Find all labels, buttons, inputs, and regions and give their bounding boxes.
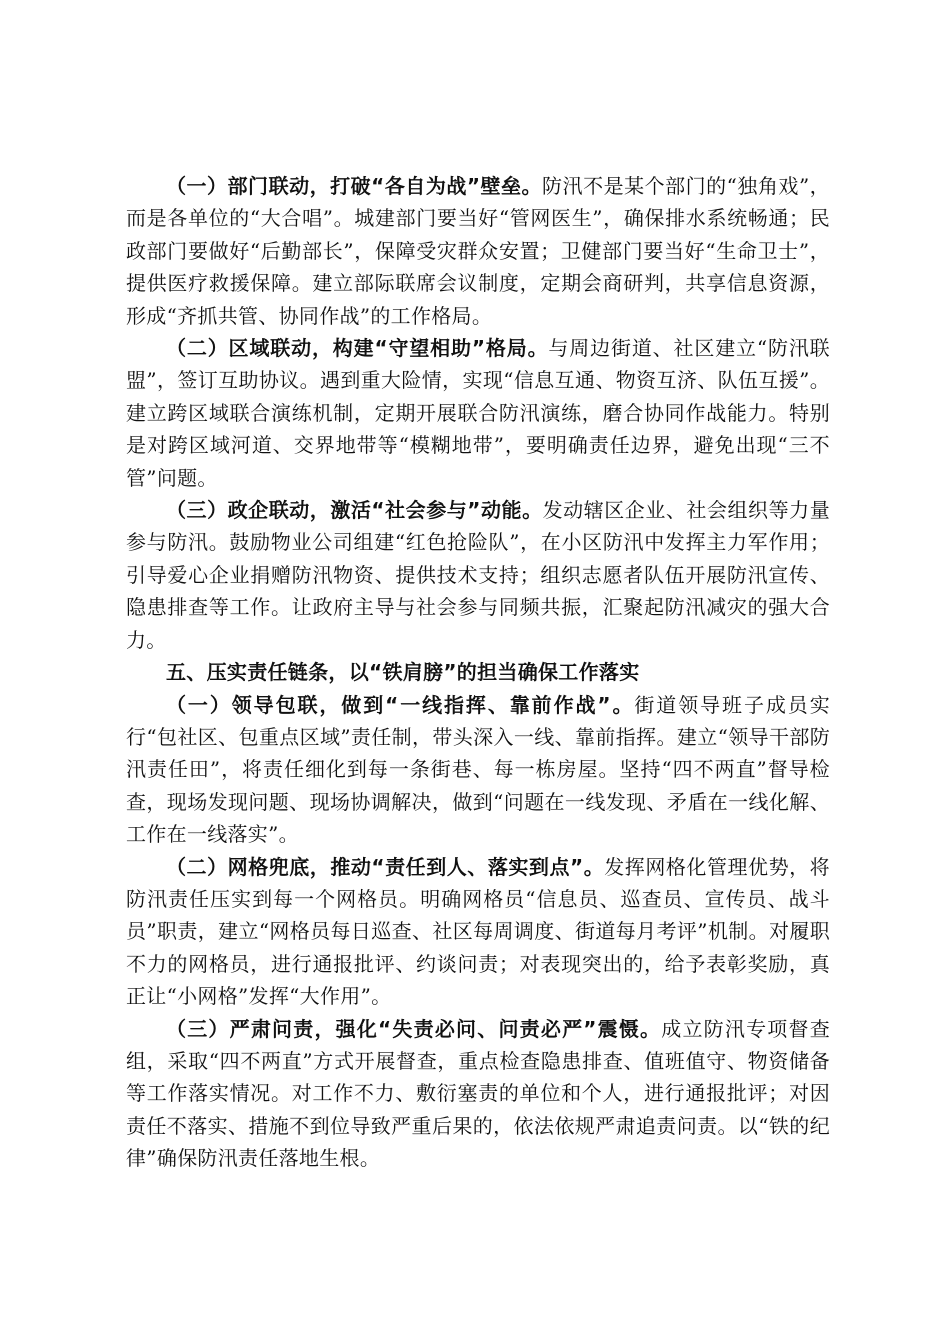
paragraph-body: 发挥网格化管理优势，将防汛责任压实到每一个网格员。明确网格员“信息员、巡查员、宣传员、战斗员”职责，建立“网格员每日巡查、社区每周调度、街道每月考评”机制。对履职不力的网格员，进行通报批评、约谈问责；对表现突出的，给予表彰奖励，真正让“小网格”发挥“大作用”。: [126, 854, 830, 1009]
paragraph-lead: （三）严肃问责，强化“失责必问、问责必严”震慑。: [166, 1016, 662, 1041]
paragraph-government-enterprise-linkage: [126, 494, 830, 656]
paragraph-body: 与周边街道、社区建立“防汛联盟”，签订互助协议。遇到重大险情，实现“信息互通、物资互济、队伍互援”。建立跨区域联合演练机制，定期开展联合防汛演练，磨合协同作战能力。特别是对跨区域河道、交界地带等“模糊地带”，要明确责任边界，避免出现“三不管”问题。: [126, 336, 830, 490]
paragraph-body: 街道领导班子成员实行“包社区、包重点区域”责任制，带头深入一线、靠前指挥。建立“领导干部防汛责任田”，将责任细化到每一条街巷、每一栋房屋。坚持“四不两直”督导检查，现场发现问题、现场协调解决，做到“问题在一线发现、矛盾在一线化解、工作在一线落实”。: [126, 692, 830, 847]
section-heading: 五、压实责任链条，以“铁肩膀”的担当确保工作落实: [166, 660, 640, 685]
paragraph-lead: （一）领导包联，做到“一线指挥、靠前作战”。: [166, 692, 635, 717]
document-page: [126, 170, 830, 1175]
paragraph-accountability: [126, 1013, 830, 1175]
paragraph-body: 成立防汛专项督查组，采取“四不两直”方式开展督查，重点检查隐患排查、值班值守、物资储备等工作落实情况。对工作不力、敷衍塞责的单位和个人，进行通报批评；对因责任不落实、措施不到位导致严重后果的，依法依规严肃追责问责。以“铁的纪律”确保防汛责任落地生根。: [126, 1016, 830, 1171]
paragraph-body: 防汛不是某个部门的“独角戏”，而是各单位的“大合唱”。城建部门要当好“管网医生”，确保排水系统畅通；民政部门要做好“后勤部长”，保障受灾群众安置；卫健部门要当好“生命卫士”，提供医疗救援保障。建立部际联席会议制度，定期会商研判，共享信息资源，形成“齐抓共管、协同作战”的工作格局。: [126, 174, 830, 328]
paragraph-lead: （三）政企联动，激活“社会参与”动能。: [166, 498, 543, 523]
paragraph-leadership-responsibility: [126, 689, 830, 851]
paragraph-lead: （二）区域联动，构建“守望相助”格局。: [166, 336, 549, 361]
paragraph-lead: （二）网格兜底，推动“责任到人、落实到点”。: [166, 854, 605, 879]
paragraph-department-linkage: [126, 170, 830, 332]
paragraph-grid-responsibility: [126, 851, 830, 1013]
paragraph-regional-linkage: [126, 332, 830, 494]
paragraph-body: 发动辖区企业、社会组织等力量参与防汛。鼓励物业公司组建“红色抢险队”，在小区防汛中发挥主力军作用；引导爱心企业捐赠防汛物资、提供技术支持；组织志愿者队伍开展防汛宣传、隐患排查等工作。让政府主导与社会参与同频共振，汇聚起防汛减灾的强大合力。: [126, 498, 830, 652]
paragraph-lead: （一）部门联动，打破“各自为战”壁垒。: [166, 174, 543, 198]
